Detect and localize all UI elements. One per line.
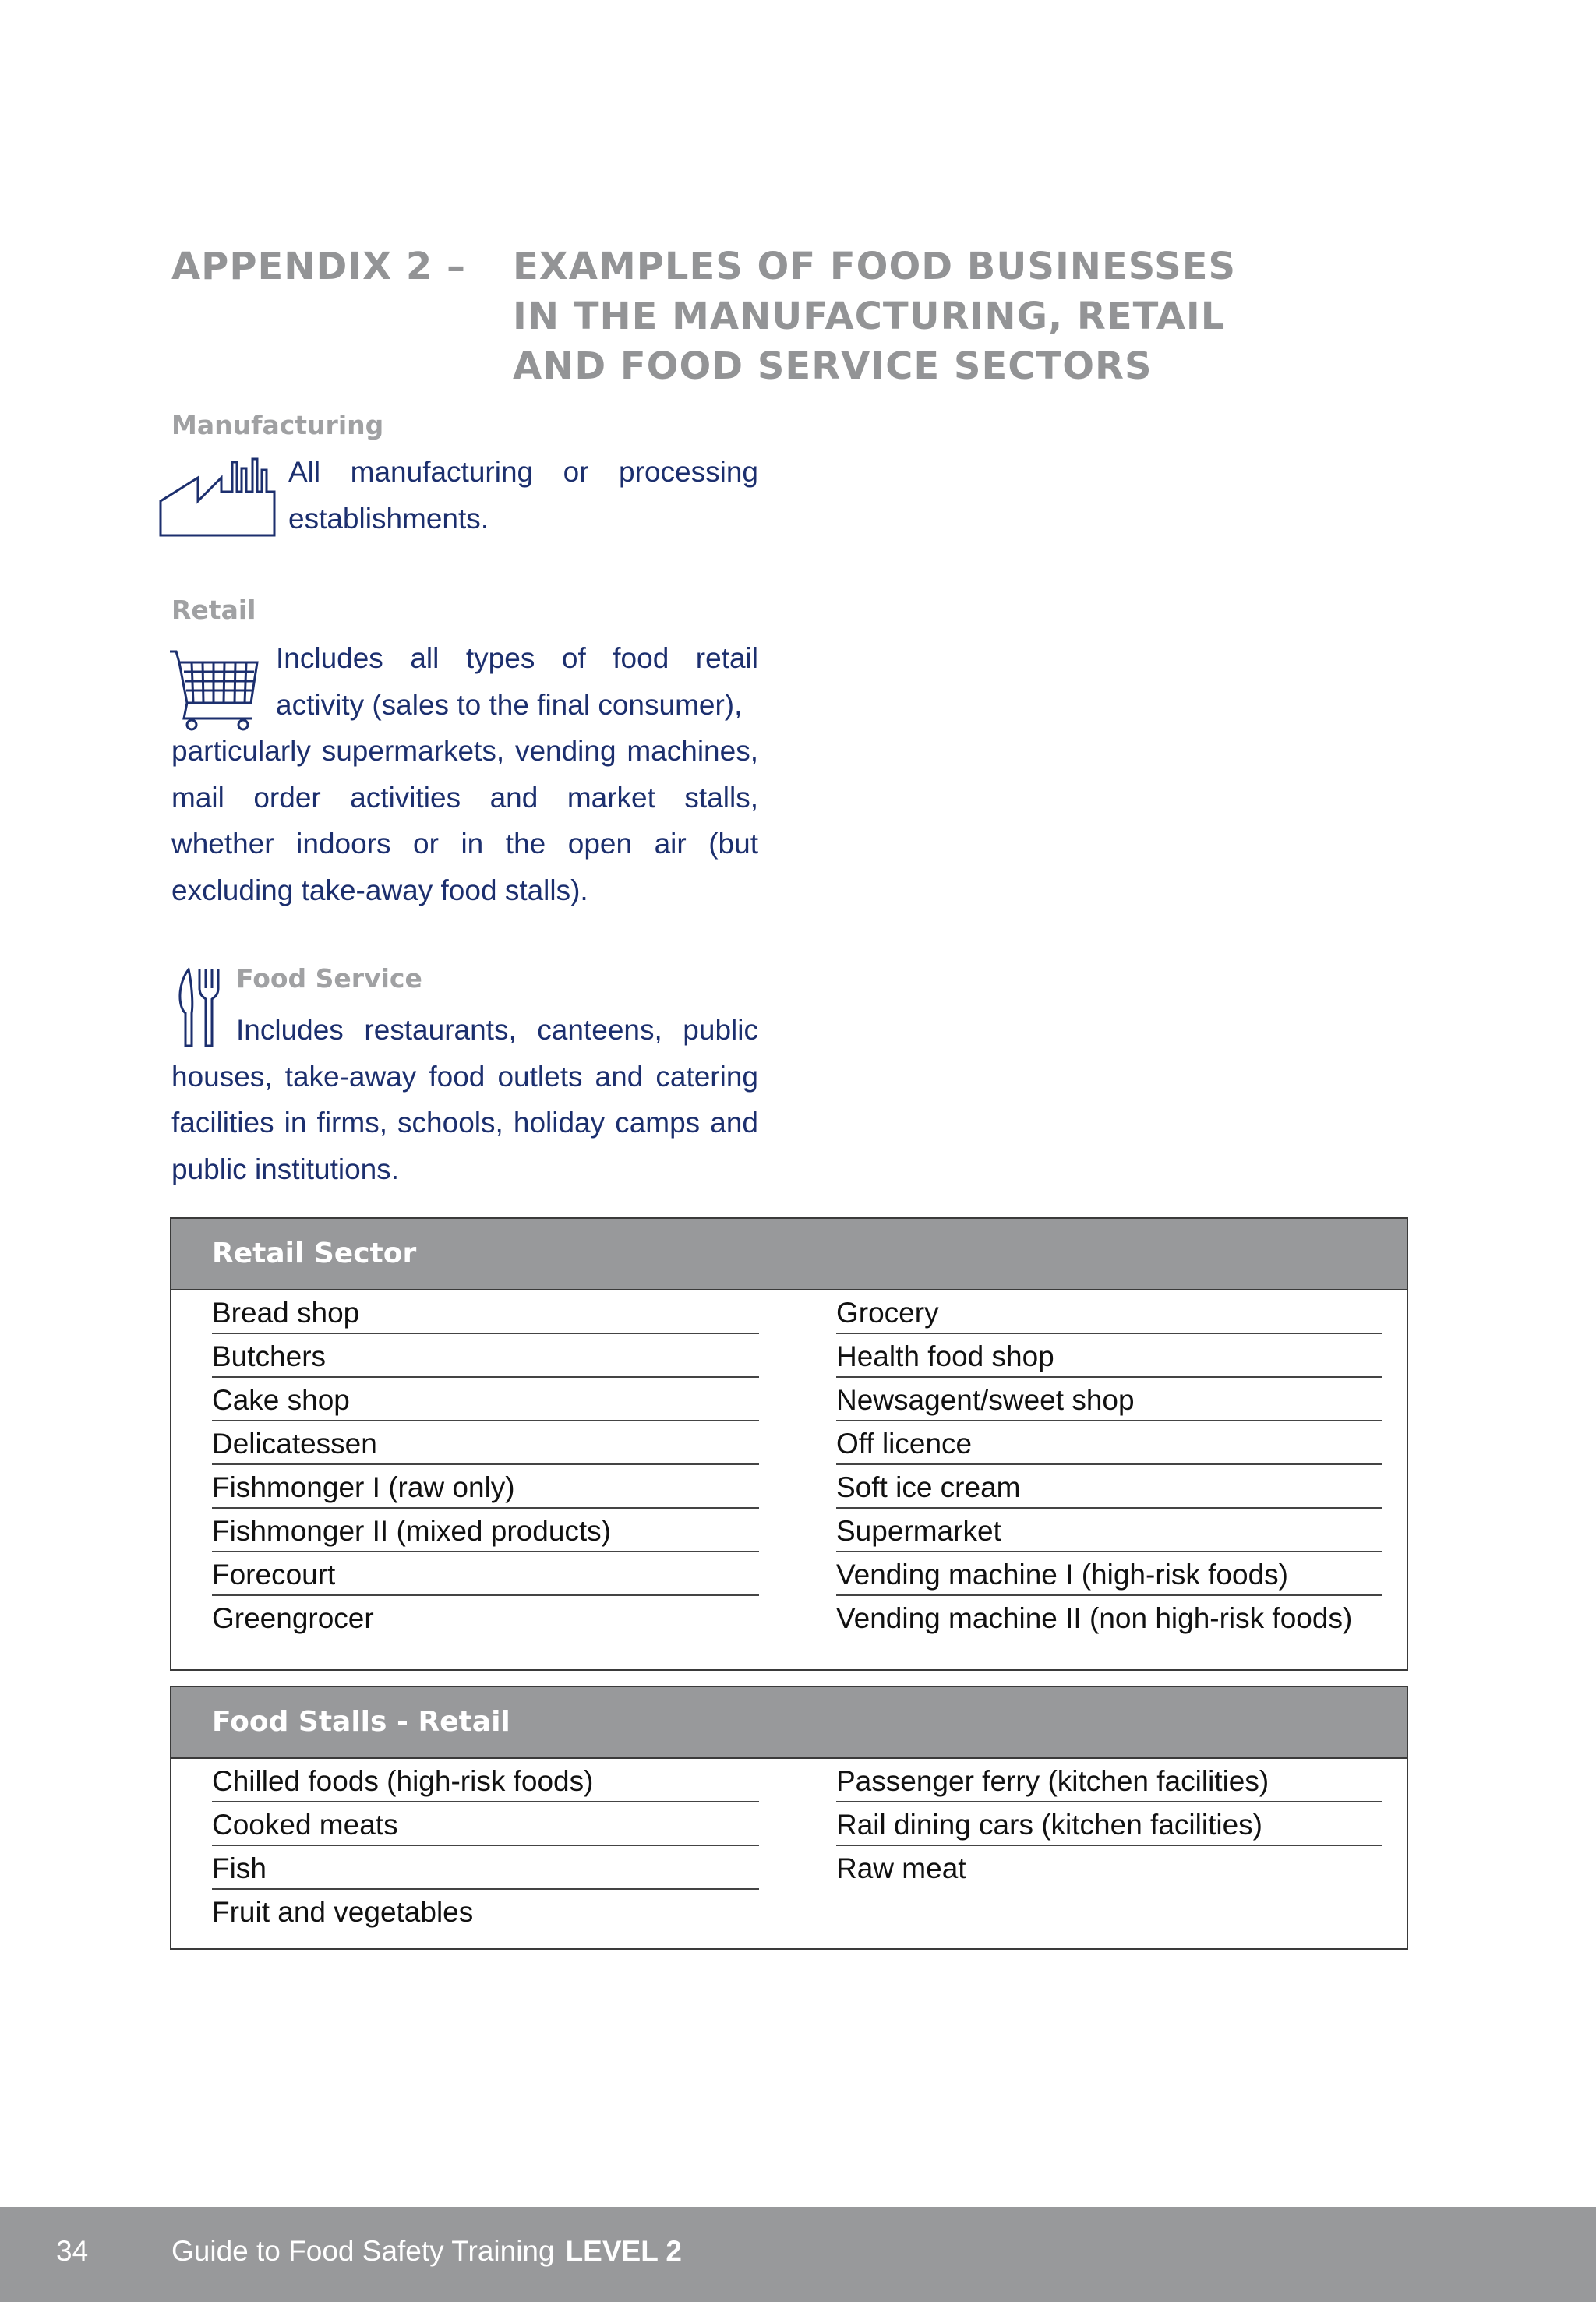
- list-item: Off licence: [836, 1421, 1382, 1465]
- title-line: IN THE MANUFACTURING, RETAIL: [513, 295, 1226, 338]
- food-stalls-retail-table: [170, 1686, 1408, 1950]
- list-item: Newsagent/sweet shop: [836, 1378, 1382, 1421]
- footer-guide-title: [171, 2235, 682, 2268]
- food-service-text: Includes restaurants, canteens, public houses, take-away food outlets and catering facilities in firms, schools, holiday camps and public institutions.: [171, 1014, 758, 1185]
- manufacturing-text: All manufacturing or processing establishments.: [288, 456, 758, 535]
- table-header: Food Stalls - Retail: [171, 1687, 1407, 1759]
- list-item: Bread shop: [212, 1290, 759, 1334]
- list-item: Delicatessen: [212, 1421, 759, 1465]
- table-column-right: [836, 1759, 1382, 1890]
- appendix-title: [513, 242, 1370, 391]
- list-item: Chilled foods (high-risk foods): [212, 1759, 759, 1802]
- level-label: LEVEL 2: [565, 2235, 683, 2267]
- manufacturing-label: Manufacturing: [171, 410, 384, 440]
- page-number: 34: [56, 2235, 89, 2267]
- table-header: Retail Sector: [171, 1219, 1407, 1290]
- list-item: Cooked meats: [212, 1802, 759, 1846]
- list-item: Grocery: [836, 1290, 1382, 1334]
- list-item: Vending machine I (high-risk foods): [836, 1552, 1382, 1596]
- table-column-right: [836, 1290, 1382, 1640]
- list-item: Cake shop: [212, 1378, 759, 1421]
- list-item: Raw meat: [836, 1852, 966, 1884]
- list-item: Butchers: [212, 1334, 759, 1378]
- list-item: Forecourt: [212, 1552, 759, 1596]
- retail-text-intro: Includes all types of food retail activity (sales to the final consumer),: [276, 642, 758, 721]
- factory-icon: [159, 456, 279, 537]
- appendix-label: APPENDIX 2 –: [171, 245, 466, 288]
- list-item: Supermarket: [836, 1509, 1382, 1552]
- list-item: Passenger ferry (kitchen facilities): [836, 1759, 1382, 1802]
- title-line: EXAMPLES OF FOOD BUSINESSES: [513, 245, 1237, 288]
- retail-sector-table: [170, 1217, 1408, 1671]
- table-column-left: [212, 1290, 759, 1640]
- list-item: Fish: [212, 1846, 759, 1890]
- shopping-cart-icon: [168, 648, 260, 731]
- retail-label: Retail: [171, 595, 256, 625]
- food-service-label: Food Service: [236, 963, 422, 994]
- table-column-left: [212, 1759, 759, 1933]
- list-item: Rail dining cars (kitchen facilities): [836, 1802, 1382, 1846]
- retail-text-rest: particularly supermarkets, vending machines, mail order activities and market stalls, whether indoors or in the open air (but excluding take-away food stalls).: [171, 735, 758, 906]
- list-item: Fruit and vegetables: [212, 1896, 474, 1928]
- page-footer: [0, 2207, 1596, 2302]
- title-line: AND FOOD SERVICE SECTORS: [513, 344, 1153, 388]
- list-item: Fishmonger I (raw only): [212, 1465, 759, 1509]
- list-item: Health food shop: [836, 1334, 1382, 1378]
- list-item: Fishmonger II (mixed products): [212, 1509, 759, 1552]
- list-item: Vending machine II (non high-risk foods): [836, 1602, 1353, 1634]
- list-item: Greengrocer: [212, 1602, 374, 1634]
- guide-title: Guide to Food Safety Training: [171, 2235, 555, 2267]
- list-item: Soft ice cream: [836, 1465, 1382, 1509]
